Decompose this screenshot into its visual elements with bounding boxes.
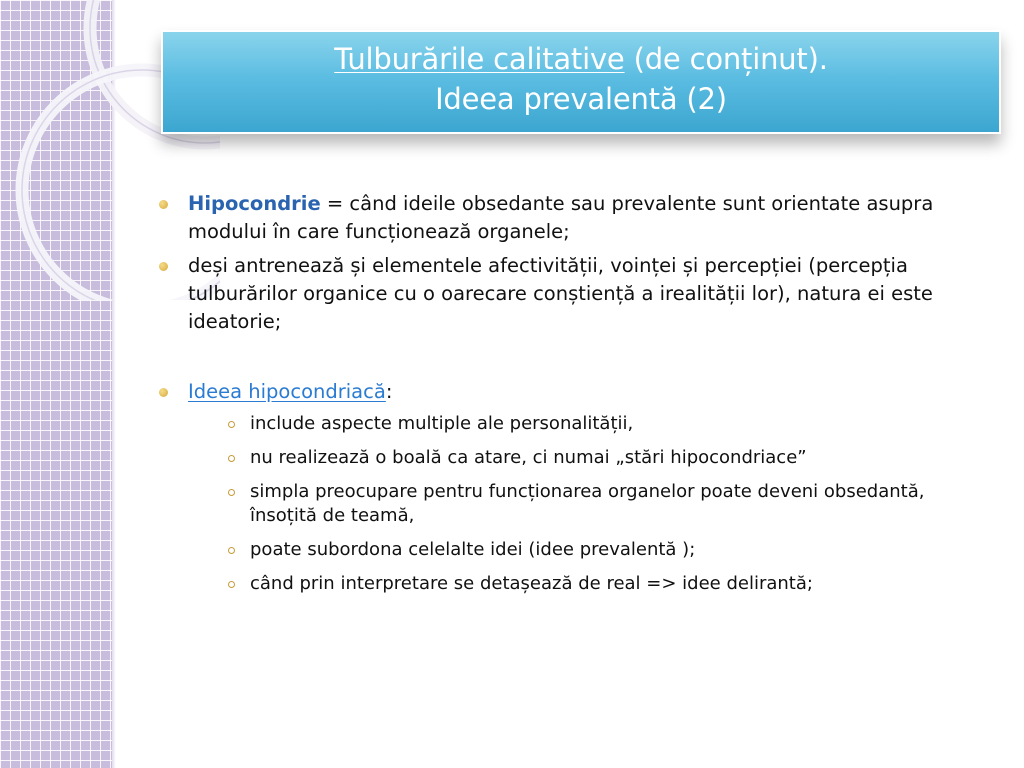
bullet-ideea-hipocondriaca	[158, 378, 978, 596]
title-line-2: Ideea prevalentă (2)	[435, 82, 727, 116]
bullet-dot-icon	[159, 200, 168, 209]
bullet-dot-icon	[159, 262, 168, 271]
sub-item	[188, 412, 978, 436]
sub-item	[188, 538, 978, 562]
bullet-text: = când ideile obsedante sau prevalente sunt orientate asupra modului în care funcționează organele;	[188, 192, 934, 243]
sub-item-text: când prin interpretare se detașează de real => idee delirantă;	[250, 573, 813, 594]
sub-item-text: simpla preocupare pentru funcționarea organelor poate deveni obsedantă, însoțită de teamă,	[250, 481, 925, 526]
sub-item-text: nu realizează o boală ca atare, ci numai „stări hipocondriace”	[250, 447, 807, 468]
sub-item	[188, 446, 978, 470]
title-link[interactable]: Tulburările calitative	[334, 42, 625, 76]
bullet-dot-icon	[159, 388, 168, 397]
ring-bullet-icon	[228, 421, 235, 428]
ring-bullet-icon	[228, 455, 235, 462]
sub-item-text: poate subordona celelalte idei (idee prevalentă );	[250, 539, 696, 560]
link-ideea-hipocondriaca[interactable]: Ideea hipocondriacă	[188, 380, 386, 403]
bullet-text: deși antrenează și elementele afectivității, voinței și percepției (percepția tulburărilor organice cu o oarecare conștiență a irealității lor), natura ei este ideatorie;	[188, 254, 933, 333]
bullet-desi-antreneaza	[158, 252, 978, 336]
ring-bullet-icon	[228, 489, 235, 496]
bullet-suffix: :	[385, 380, 393, 403]
title-box	[161, 30, 1001, 134]
sub-item	[188, 572, 978, 596]
spacer	[158, 342, 978, 378]
title-line-1	[163, 39, 999, 79]
title-line-1-rest: (de conținut).	[624, 42, 828, 76]
slide-content	[158, 190, 978, 606]
sub-list	[188, 412, 978, 596]
ring-bullet-icon	[228, 547, 235, 554]
sub-item	[188, 480, 978, 528]
sub-item-text: include aspecte multiple ale personalității,	[250, 413, 634, 434]
bullet-hipocondrie	[158, 190, 978, 246]
term-hipocondrie: Hipocondrie	[188, 192, 321, 215]
ring-bullet-icon	[228, 581, 235, 588]
